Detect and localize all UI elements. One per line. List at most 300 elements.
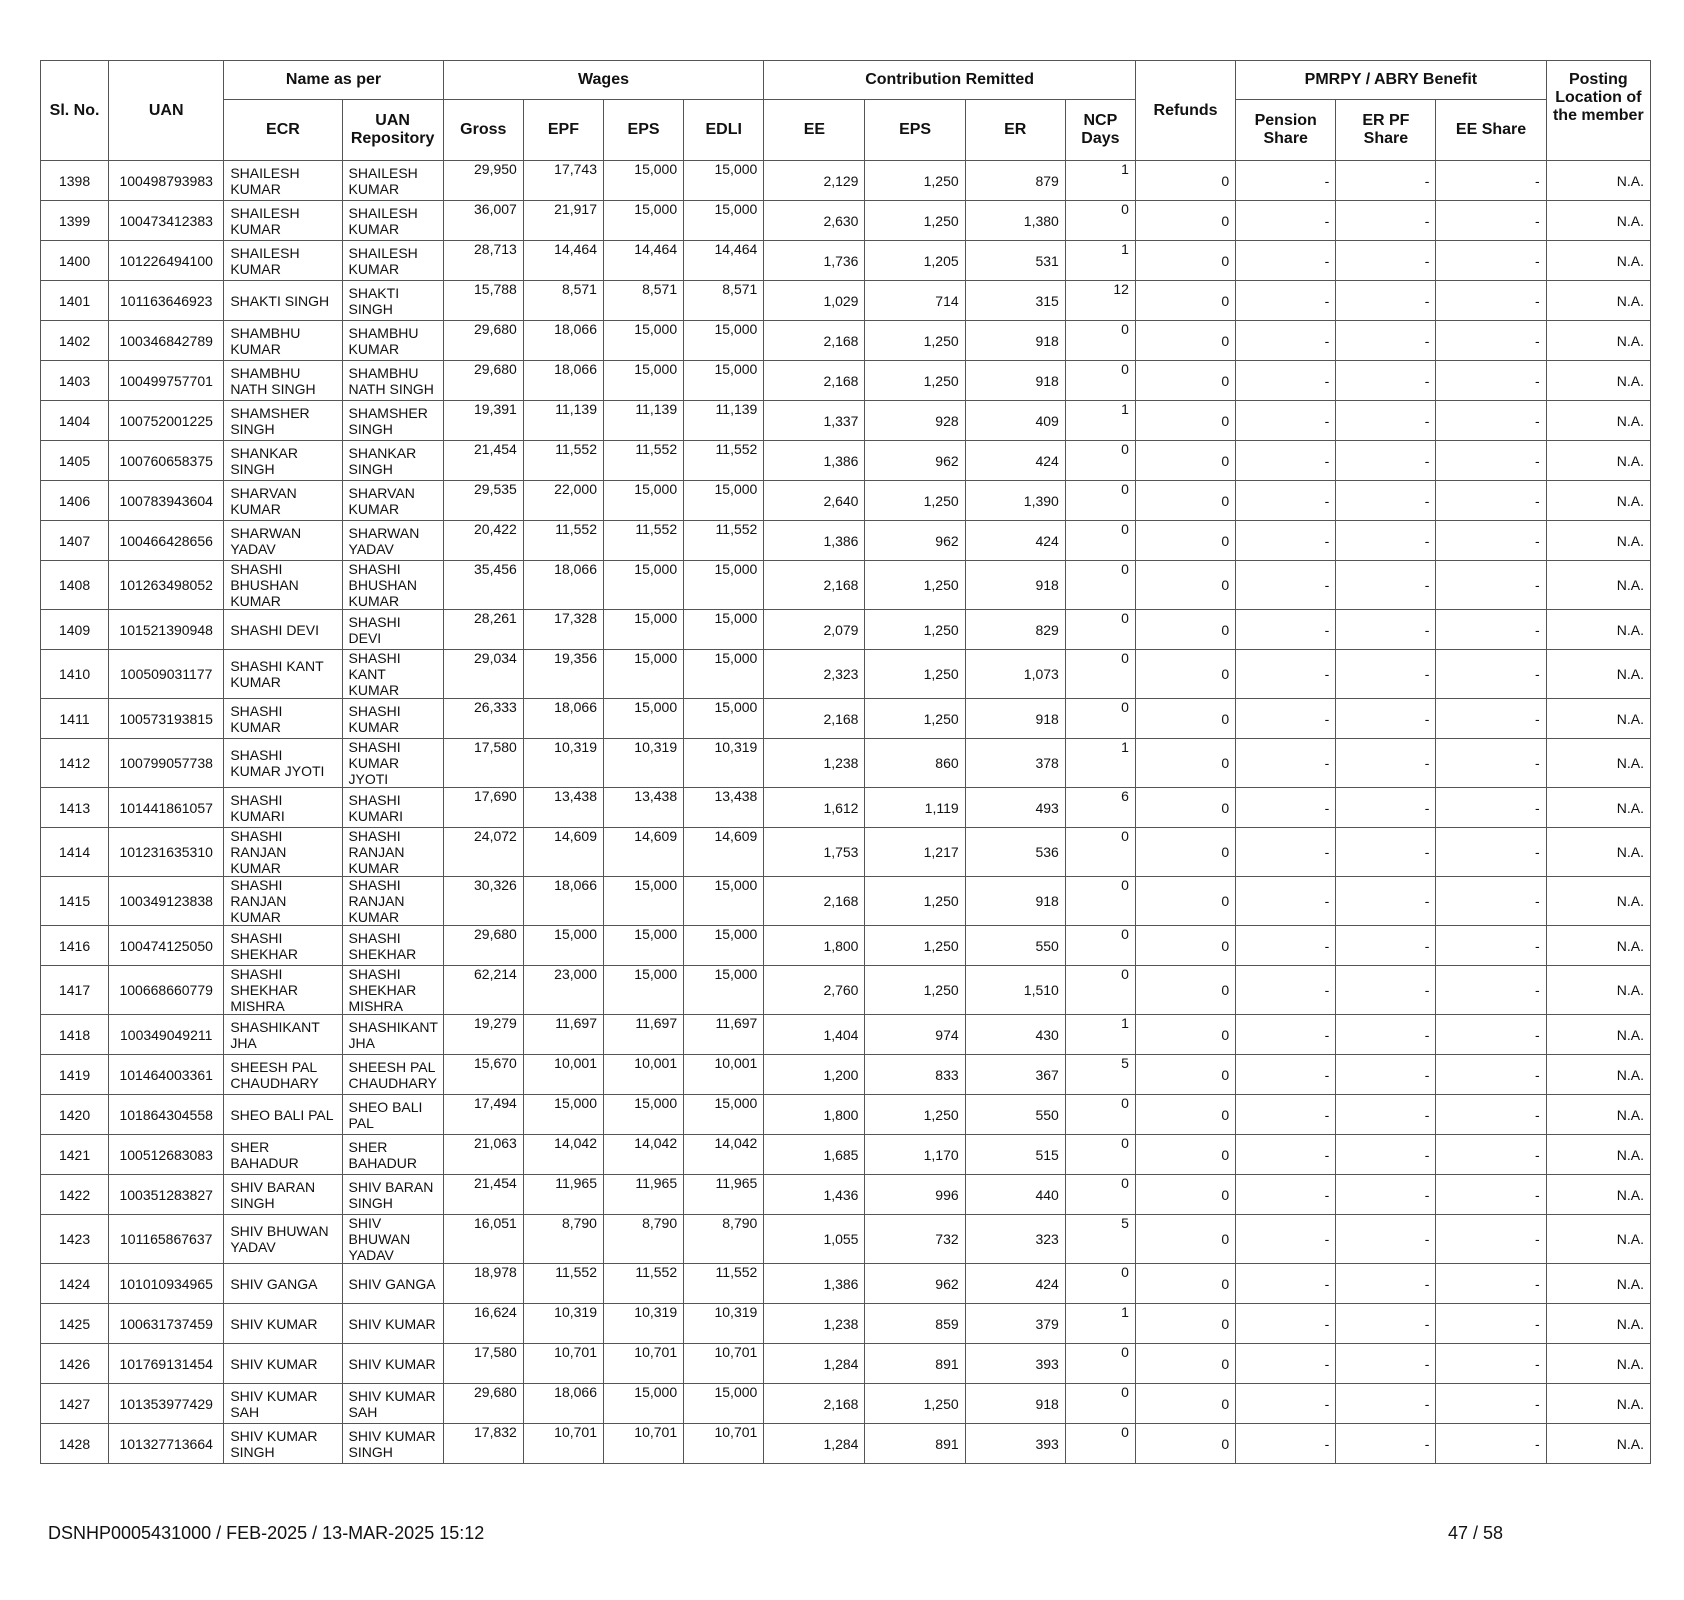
refunds-cell: 0 [1135,788,1235,828]
eps-wage-cell: 14,042 [603,1135,683,1175]
gross-cell: 29,680 [443,1384,523,1424]
uan-repository-name-cell: SHARWAN YADAV [342,521,443,561]
epf-wage-cell: 15,000 [523,1095,603,1135]
edli-wage-cell: 15,000 [684,1095,764,1135]
table-row [41,1215,1651,1264]
pension-share-cell: - [1236,1135,1336,1175]
uan-repository-name-cell: SHIV KUMAR [342,1304,443,1344]
col-contrib-eps: EPS [865,100,965,161]
edli-wage-cell: 10,701 [684,1344,764,1384]
uan-repository-name-cell: SHAILESH KUMAR [342,241,443,281]
refunds-cell: 0 [1135,561,1235,610]
ncp-days-cell: 0 [1065,561,1135,610]
pension-share-cell: - [1236,1055,1336,1095]
posting-location-cell: N.A. [1546,361,1650,401]
ee-share-cell: - [1436,481,1546,521]
er-pf-share-cell: - [1336,788,1436,828]
table-row [41,788,1651,828]
ncp-days-cell: 0 [1065,1344,1135,1384]
er-contribution-cell: 918 [965,877,1065,926]
table-row [41,699,1651,739]
posting-location-cell: N.A. [1546,241,1650,281]
edli-wage-cell: 8,571 [684,281,764,321]
uan-cell: 100346842789 [109,321,224,361]
table-row [41,401,1651,441]
ncp-days-cell: 0 [1065,1264,1135,1304]
edli-wage-cell: 15,000 [684,361,764,401]
er-contribution-cell: 409 [965,401,1065,441]
ecr-name-cell: SHASHI SHEKHAR [224,926,342,966]
table-row [41,610,1651,650]
uan-repository-name-cell: SHASHI SHEKHAR [342,926,443,966]
epf-wage-cell: 14,464 [523,241,603,281]
sl-no-cell: 1399 [41,201,109,241]
eps-wage-cell: 15,000 [603,321,683,361]
posting-location-cell: N.A. [1546,739,1650,788]
ee-contribution-cell: 2,168 [764,1384,865,1424]
col-er-pf-share: ER PF Share [1336,100,1436,161]
eps-wage-cell: 15,000 [603,161,683,201]
col-ecr: ECR [224,100,342,161]
posting-location-cell: N.A. [1546,1095,1650,1135]
er-pf-share-cell: - [1336,361,1436,401]
eps-contribution-cell: 928 [865,401,965,441]
gross-cell: 15,788 [443,281,523,321]
uan-cell: 101864304558 [109,1095,224,1135]
er-contribution-cell: 918 [965,699,1065,739]
table-row [41,441,1651,481]
eps-contribution-cell: 1,119 [865,788,965,828]
posting-location-cell: N.A. [1546,877,1650,926]
edli-wage-cell: 14,042 [684,1135,764,1175]
epf-wage-cell: 10,319 [523,1304,603,1344]
uan-cell: 100498793983 [109,161,224,201]
uan-repository-name-cell: SHIV BHUWAN YADAV [342,1215,443,1264]
er-pf-share-cell: - [1336,1424,1436,1464]
eps-contribution-cell: 714 [865,281,965,321]
edli-wage-cell: 14,464 [684,241,764,281]
sl-no-cell: 1422 [41,1175,109,1215]
ecr-name-cell: SHAMBHU KUMAR [224,321,342,361]
uan-cell: 101327713664 [109,1424,224,1464]
posting-location-cell: N.A. [1546,481,1650,521]
ncp-days-cell: 0 [1065,650,1135,699]
ncp-days-cell: 0 [1065,610,1135,650]
pension-share-cell: - [1236,361,1336,401]
er-pf-share-cell: - [1336,321,1436,361]
eps-contribution-cell: 1,250 [865,161,965,201]
eps-wage-cell: 15,000 [603,610,683,650]
uan-repository-name-cell: SHER BAHADUR [342,1135,443,1175]
er-pf-share-cell: - [1336,650,1436,699]
ee-contribution-cell: 1,284 [764,1344,865,1384]
pension-share-cell: - [1236,926,1336,966]
er-contribution-cell: 550 [965,1095,1065,1135]
col-uan-repository: UAN Repository [342,100,443,161]
edli-wage-cell: 11,139 [684,401,764,441]
er-contribution-cell: 323 [965,1215,1065,1264]
table-row [41,1304,1651,1344]
sl-no-cell: 1414 [41,828,109,877]
eps-wage-cell: 15,000 [603,877,683,926]
col-ee: EE [764,100,865,161]
pension-share-cell: - [1236,1015,1336,1055]
eps-wage-cell: 11,697 [603,1015,683,1055]
ecr-name-cell: SHIV BARAN SINGH [224,1175,342,1215]
er-contribution-cell: 918 [965,321,1065,361]
uan-repository-name-cell: SHAILESH KUMAR [342,201,443,241]
epf-wage-cell: 18,066 [523,1384,603,1424]
ee-share-cell: - [1436,321,1546,361]
edli-wage-cell: 15,000 [684,610,764,650]
er-pf-share-cell: - [1336,401,1436,441]
ncp-days-cell: 0 [1065,201,1135,241]
refunds-cell: 0 [1135,201,1235,241]
epf-wage-cell: 10,701 [523,1344,603,1384]
page-number: 47 / 58 [1448,1523,1504,1543]
er-pf-share-cell: - [1336,441,1436,481]
er-pf-share-cell: - [1336,1264,1436,1304]
er-pf-share-cell: - [1336,481,1436,521]
ecr-name-cell: SHASHI BHUSHAN KUMAR [224,561,342,610]
ecr-name-cell: SHASHI DEVI [224,610,342,650]
er-contribution-cell: 367 [965,1055,1065,1095]
er-pf-share-cell: - [1336,966,1436,1015]
uan-cell: 100760658375 [109,441,224,481]
eps-contribution-cell: 1,250 [865,321,965,361]
gross-cell: 29,680 [443,321,523,361]
refunds-cell: 0 [1135,481,1235,521]
epf-wage-cell: 11,139 [523,401,603,441]
uan-repository-name-cell: SHAMBHU KUMAR [342,321,443,361]
eps-wage-cell: 13,438 [603,788,683,828]
refunds-cell: 0 [1135,321,1235,361]
eps-contribution-cell: 1,250 [865,1095,965,1135]
er-pf-share-cell: - [1336,1215,1436,1264]
refunds-cell: 0 [1135,828,1235,877]
eps-wage-cell: 10,001 [603,1055,683,1095]
refunds-cell: 0 [1135,281,1235,321]
col-group-pmrpy: PMRPY / ABRY Benefit [1236,61,1547,100]
er-contribution-cell: 430 [965,1015,1065,1055]
ecr-name-cell: SHASHI KANT KUMAR [224,650,342,699]
edli-wage-cell: 15,000 [684,926,764,966]
table-row [41,1135,1651,1175]
ecr-name-cell: SHIV BHUWAN YADAV [224,1215,342,1264]
ncp-days-cell: 1 [1065,1304,1135,1344]
ncp-days-cell: 0 [1065,966,1135,1015]
er-contribution-cell: 1,510 [965,966,1065,1015]
edli-wage-cell: 10,319 [684,739,764,788]
ee-share-cell: - [1436,401,1546,441]
er-pf-share-cell: - [1336,926,1436,966]
eps-contribution-cell: 891 [865,1344,965,1384]
uan-cell: 100466428656 [109,521,224,561]
ncp-days-cell: 5 [1065,1215,1135,1264]
er-contribution-cell: 536 [965,828,1065,877]
epf-wage-cell: 11,552 [523,1264,603,1304]
ee-contribution-cell: 1,386 [764,521,865,561]
contribution-table [40,60,1651,1464]
eps-contribution-cell: 859 [865,1304,965,1344]
uan-cell: 100512683083 [109,1135,224,1175]
ncp-days-cell: 0 [1065,441,1135,481]
sl-no-cell: 1400 [41,241,109,281]
posting-location-cell: N.A. [1546,441,1650,481]
er-contribution-cell: 424 [965,521,1065,561]
ncp-days-cell: 5 [1065,1055,1135,1095]
ee-share-cell: - [1436,1215,1546,1264]
gross-cell: 26,333 [443,699,523,739]
uan-cell: 100499757701 [109,361,224,401]
ee-contribution-cell: 1,436 [764,1175,865,1215]
pension-share-cell: - [1236,241,1336,281]
posting-location-cell: N.A. [1546,966,1650,1015]
ecr-name-cell: SHANKAR SINGH [224,441,342,481]
uan-cell: 100668660779 [109,966,224,1015]
sl-no-cell: 1398 [41,161,109,201]
ee-share-cell: - [1436,699,1546,739]
eps-contribution-cell: 974 [865,1015,965,1055]
sl-no-cell: 1405 [41,441,109,481]
uan-cell: 101163646923 [109,281,224,321]
refunds-cell: 0 [1135,1135,1235,1175]
eps-contribution-cell: 891 [865,1424,965,1464]
sl-no-cell: 1407 [41,521,109,561]
ecr-name-cell: SHIV GANGA [224,1264,342,1304]
col-epf: EPF [523,100,603,161]
gross-cell: 18,978 [443,1264,523,1304]
ee-contribution-cell: 2,168 [764,877,865,926]
eps-wage-cell: 15,000 [603,966,683,1015]
uan-repository-name-cell: SHASHI RANJAN KUMAR [342,877,443,926]
eps-contribution-cell: 1,250 [865,699,965,739]
eps-contribution-cell: 962 [865,521,965,561]
ee-contribution-cell: 1,386 [764,441,865,481]
col-er: ER [965,100,1065,161]
er-contribution-cell: 829 [965,610,1065,650]
uan-cell: 100474125050 [109,926,224,966]
er-contribution-cell: 393 [965,1344,1065,1384]
sl-no-cell: 1403 [41,361,109,401]
posting-location-cell: N.A. [1546,401,1650,441]
refunds-cell: 0 [1135,441,1235,481]
ee-contribution-cell: 1,284 [764,1424,865,1464]
pension-share-cell: - [1236,788,1336,828]
posting-location-cell: N.A. [1546,1055,1650,1095]
uan-repository-name-cell: SHASHI DEVI [342,610,443,650]
pension-share-cell: - [1236,877,1336,926]
posting-location-cell: N.A. [1546,926,1650,966]
gross-cell: 29,680 [443,361,523,401]
posting-location-cell: N.A. [1546,1135,1650,1175]
table-row [41,1095,1651,1135]
sl-no-cell: 1421 [41,1135,109,1175]
refunds-cell: 0 [1135,1015,1235,1055]
gross-cell: 19,391 [443,401,523,441]
er-pf-share-cell: - [1336,1095,1436,1135]
epf-wage-cell: 11,552 [523,441,603,481]
sl-no-cell: 1413 [41,788,109,828]
ee-share-cell: - [1436,1384,1546,1424]
uan-repository-name-cell: SHIV GANGA [342,1264,443,1304]
posting-location-cell: N.A. [1546,1015,1650,1055]
sl-no-cell: 1412 [41,739,109,788]
gross-cell: 28,261 [443,610,523,650]
pension-share-cell: - [1236,1175,1336,1215]
er-pf-share-cell: - [1336,877,1436,926]
posting-location-cell: N.A. [1546,650,1650,699]
epf-wage-cell: 17,328 [523,610,603,650]
ee-share-cell: - [1436,1055,1546,1095]
refunds-cell: 0 [1135,241,1235,281]
ncp-days-cell: 0 [1065,361,1135,401]
refunds-cell: 0 [1135,966,1235,1015]
sl-no-cell: 1408 [41,561,109,610]
ee-contribution-cell: 1,800 [764,1095,865,1135]
uan-repository-name-cell: SHIV KUMAR SAH [342,1384,443,1424]
pension-share-cell: - [1236,401,1336,441]
er-contribution-cell: 424 [965,441,1065,481]
table-row [41,241,1651,281]
eps-wage-cell: 8,571 [603,281,683,321]
gross-cell: 17,690 [443,788,523,828]
er-contribution-cell: 1,073 [965,650,1065,699]
uan-repository-name-cell: SHIV BARAN SINGH [342,1175,443,1215]
table-row [41,1384,1651,1424]
ee-contribution-cell: 1,404 [764,1015,865,1055]
table-row [41,1055,1651,1095]
ecr-name-cell: SHAILESH KUMAR [224,161,342,201]
epf-wage-cell: 18,066 [523,561,603,610]
ncp-days-cell: 0 [1065,1135,1135,1175]
refunds-cell: 0 [1135,1095,1235,1135]
ecr-name-cell: SHAILESH KUMAR [224,241,342,281]
gross-cell: 29,034 [443,650,523,699]
eps-contribution-cell: 962 [865,1264,965,1304]
er-contribution-cell: 315 [965,281,1065,321]
edli-wage-cell: 11,552 [684,1264,764,1304]
ee-share-cell: - [1436,739,1546,788]
table-header [41,61,1651,161]
table-row [41,1424,1651,1464]
edli-wage-cell: 15,000 [684,561,764,610]
ee-share-cell: - [1436,650,1546,699]
eps-wage-cell: 15,000 [603,361,683,401]
epf-wage-cell: 13,438 [523,788,603,828]
eps-contribution-cell: 732 [865,1215,965,1264]
ncp-days-cell: 0 [1065,521,1135,561]
eps-contribution-cell: 1,250 [865,650,965,699]
gross-cell: 17,580 [443,1344,523,1384]
ncp-days-cell: 0 [1065,1384,1135,1424]
uan-cell: 100573193815 [109,699,224,739]
edli-wage-cell: 15,000 [684,966,764,1015]
gross-cell: 21,454 [443,1175,523,1215]
ecr-name-cell: SHIV KUMAR SINGH [224,1424,342,1464]
col-ncp-days: NCP Days [1065,100,1135,161]
ncp-days-cell: 1 [1065,1015,1135,1055]
posting-location-cell: N.A. [1546,161,1650,201]
edli-wage-cell: 15,000 [684,321,764,361]
er-contribution-cell: 393 [965,1424,1065,1464]
er-pf-share-cell: - [1336,521,1436,561]
eps-wage-cell: 15,000 [603,650,683,699]
edli-wage-cell: 10,701 [684,1424,764,1464]
sl-no-cell: 1415 [41,877,109,926]
uan-cell: 100349123838 [109,877,224,926]
epf-wage-cell: 10,701 [523,1424,603,1464]
edli-wage-cell: 14,609 [684,828,764,877]
uan-repository-name-cell: SHANKAR SINGH [342,441,443,481]
ee-contribution-cell: 1,753 [764,828,865,877]
posting-location-cell: N.A. [1546,281,1650,321]
ee-contribution-cell: 1,029 [764,281,865,321]
ecr-name-cell: SHAMBHU NATH SINGH [224,361,342,401]
ee-share-cell: - [1436,1344,1546,1384]
table-row [41,161,1651,201]
ee-contribution-cell: 1,337 [764,401,865,441]
ecr-name-cell: SHEO BALI PAL [224,1095,342,1135]
ee-contribution-cell: 1,685 [764,1135,865,1175]
er-pf-share-cell: - [1336,1135,1436,1175]
eps-wage-cell: 14,609 [603,828,683,877]
posting-location-cell: N.A. [1546,828,1650,877]
edli-wage-cell: 15,000 [684,650,764,699]
edli-wage-cell: 15,000 [684,201,764,241]
eps-wage-cell: 15,000 [603,201,683,241]
uan-repository-name-cell: SHASHI RANJAN KUMAR [342,828,443,877]
er-pf-share-cell: - [1336,1304,1436,1344]
uan-cell: 101165867637 [109,1215,224,1264]
edli-wage-cell: 11,552 [684,521,764,561]
uan-repository-name-cell: SHARVAN KUMAR [342,481,443,521]
ecr-name-cell: SHAKTI SINGH [224,281,342,321]
ee-share-cell: - [1436,281,1546,321]
pension-share-cell: - [1236,1264,1336,1304]
er-contribution-cell: 879 [965,161,1065,201]
eps-wage-cell: 11,965 [603,1175,683,1215]
ee-contribution-cell: 1,238 [764,1304,865,1344]
er-pf-share-cell: - [1336,739,1436,788]
epf-wage-cell: 18,066 [523,699,603,739]
ecr-name-cell: SHIV KUMAR SAH [224,1384,342,1424]
pension-share-cell: - [1236,1384,1336,1424]
uan-cell: 100473412383 [109,201,224,241]
eps-wage-cell: 15,000 [603,1095,683,1135]
pension-share-cell: - [1236,650,1336,699]
eps-wage-cell: 8,790 [603,1215,683,1264]
posting-location-cell: N.A. [1546,1344,1650,1384]
gross-cell: 21,454 [443,441,523,481]
epf-wage-cell: 22,000 [523,481,603,521]
uan-repository-name-cell: SHASHI KUMAR [342,699,443,739]
ee-contribution-cell: 1,800 [764,926,865,966]
epf-wage-cell: 10,001 [523,1055,603,1095]
ee-contribution-cell: 2,079 [764,610,865,650]
er-pf-share-cell: - [1336,1344,1436,1384]
ee-share-cell: - [1436,926,1546,966]
ee-contribution-cell: 1,055 [764,1215,865,1264]
ee-contribution-cell: 2,129 [764,161,865,201]
refunds-cell: 0 [1135,1344,1235,1384]
col-edli: EDLI [684,100,764,161]
ee-contribution-cell: 2,168 [764,321,865,361]
uan-cell: 100349049211 [109,1015,224,1055]
er-pf-share-cell: - [1336,561,1436,610]
er-pf-share-cell: - [1336,699,1436,739]
col-group-name: Name as per [224,61,443,100]
